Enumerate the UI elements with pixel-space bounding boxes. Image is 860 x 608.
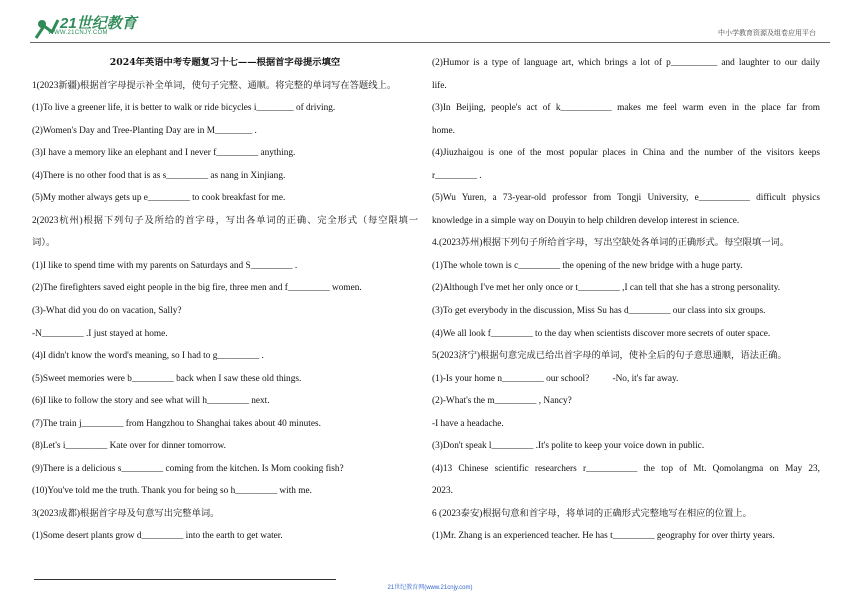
- logo-text: 21世纪教育: [60, 15, 137, 32]
- text-line: (4)Jiuzhaigou is one of the most popular places in China and the number of the visitors keeps: [432, 148, 820, 159]
- platform-name: 中小学教育资源及组卷应用平台: [718, 29, 816, 37]
- text-line: home.: [432, 125, 455, 136]
- text-line: (3)Don't speak l_________ .It's polite to keep your voice down in public.: [432, 441, 705, 452]
- text-line: (2)-What's the m_________ , Nancy?: [432, 396, 572, 407]
- text-line: (3)I have a memory like an elephant and I never f_________ anything.: [32, 148, 296, 159]
- header-divider: [30, 42, 830, 43]
- text-line: (2)Women's Day and Tree-Planting Day are in M________ .: [32, 125, 257, 136]
- text-line: 2023.: [432, 486, 453, 497]
- text-line: (2)Although I've met her only once or t_________ ,I can tell that she has a strong personality.: [432, 283, 781, 294]
- text-line: life.: [432, 80, 447, 91]
- text-line: (5)Sweet memories were b_________ back when I saw these old things.: [32, 373, 302, 384]
- text-line: 3(2023成都)根据首字母及句意写出完整单词。: [32, 508, 220, 519]
- text-line: (8)Let's i_________ Kate over for dinner tomorrow.: [32, 441, 226, 452]
- text-line: (4)I didn't know the word's meaning, so I had to g_________ .: [32, 351, 264, 362]
- text-line: (2)Humor is a type of language art, which brings a lot of p__________ and laughter to our daily: [432, 58, 820, 68]
- right-column: [432, 52, 820, 548]
- logo-subtext: WWW.21CNJY.COM: [48, 30, 108, 36]
- text-line: (1)-Is your home n_________ our school? -No, it's far away.: [432, 373, 679, 384]
- text-line: (6)I like to follow the story and see what will h_________ next.: [32, 396, 270, 407]
- text-line: (5)My mother always gets up e_________ to cook breakfast for me.: [32, 193, 286, 204]
- text-line: (1)To live a greener life, it is better to walk or ride bicycles i________ of driving.: [32, 103, 336, 114]
- text-line: 2(2023杭州)根据下列句子及所给的首字母，写出各单词的正确、完全形式（每空限填一: [32, 215, 418, 226]
- text-line: 4.(2023苏州)根据下列句子所给首字母，写出空缺处各单词的正确形式。每空限填一词。: [432, 238, 790, 249]
- text-line: (1)Some desert plants grow d_________ into the earth to get water.: [32, 531, 283, 542]
- text-line: (2)The firefighters saved eight people in the big fire, three men and f_________ women.: [32, 283, 362, 294]
- left-column: [32, 52, 418, 548]
- text-line: (10)You've told me the truth. Thank you for being so h_________ with me.: [32, 486, 312, 497]
- text-line: -I have a headache.: [432, 418, 504, 429]
- text-line: (3)-What did you do on vacation, Sally?: [32, 306, 182, 317]
- footer-divider: [34, 579, 336, 580]
- document-title: 2024年英语中考专题复习十七——根据首字母提示填空: [109, 57, 341, 68]
- page-header: [0, 0, 860, 46]
- text-line: (7)The train j_________ from Hangzhou to Shanghai takes about 40 minutes.: [32, 418, 321, 429]
- text-line: (4)We all look f_________ to the day when scientists discover more secrets of outer space.: [432, 328, 771, 339]
- text-line: knowledge in a simple way on Douyin to help children develop interest in science.: [432, 215, 740, 226]
- text-line: (1)Mr. Zhang is an experienced teacher. He has t_________ geography for over thirty years.: [432, 531, 775, 542]
- text-line: 5(2023济宁)根据句意完成已给出首字母的单词，使补全后的句子意思通顺，语法正确。: [432, 351, 787, 362]
- text-line: 词）。: [32, 238, 56, 249]
- text-line: (4)13 Chinese scientific researchers r___________ the top of Mt. Qomolangma on May 23,: [432, 463, 820, 474]
- text-line: r_________ .: [432, 170, 482, 181]
- text-line: (5)Wu Yuren, a 73-year-old professor from Tongji University, e___________ difficult physics: [432, 193, 820, 204]
- text-line: (9)There is a delicious s_________ coming from the kitchen. Is Mom cooking fish?: [32, 463, 344, 474]
- text-line: (1)I like to spend time with my parents on Saturdays and S_________ .: [32, 260, 298, 271]
- text-line: (1)The whole town is c_________ the opening of the new bridge with a huge party.: [432, 260, 743, 271]
- text-line: (3)In Beijing, people's act of k___________ makes me feel warm even in the place far from: [432, 103, 820, 114]
- text-line: 1(2023新疆)根据首字母提示补全单词，使句子完整、通顺。将完整的单词写在答题线上。: [32, 80, 397, 91]
- text-line: 6 (2023泰安)根据句意和首字母，将单词的正确形式完整地写在相应的位置上。: [432, 508, 752, 519]
- text-line: (3)To get everybody in the discussion, Miss Su has d_________ our class into six groups.: [432, 306, 766, 317]
- text-line: -N_________ .I just stayed at home.: [32, 328, 168, 339]
- text-line: (4)There is no other food that is as s_________ as nang in Xinjiang.: [32, 170, 286, 181]
- footer-link[interactable]: 21世纪教育网(www.21cnjy.com): [387, 585, 473, 591]
